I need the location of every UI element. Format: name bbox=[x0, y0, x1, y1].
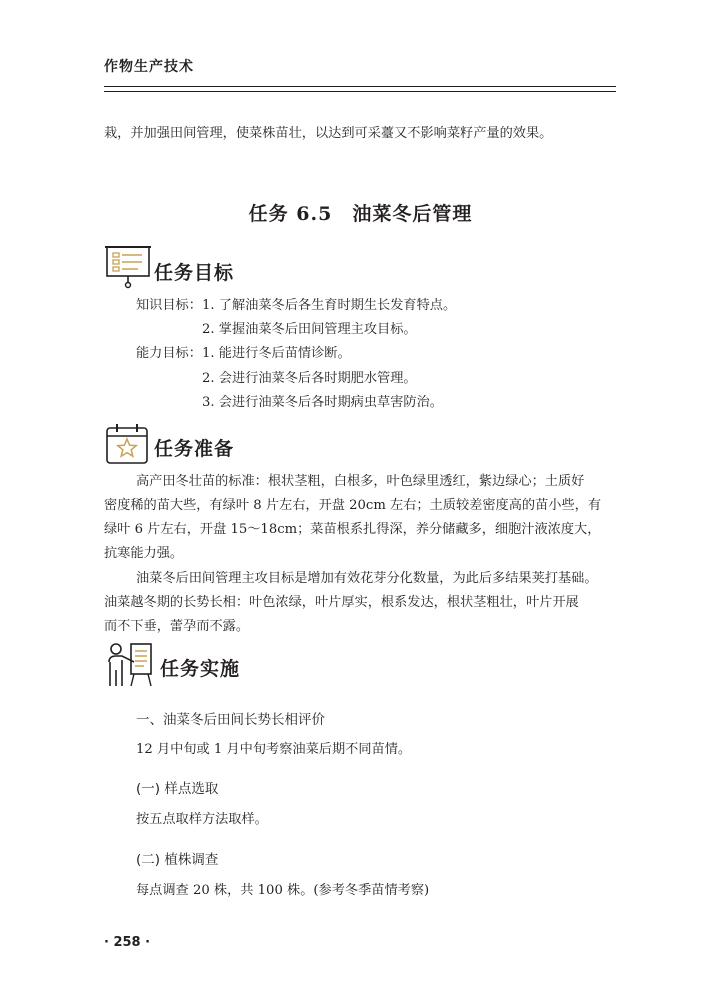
section-heading-prep: 任务准备 bbox=[154, 438, 235, 460]
intro-line: 栽，并加强田间管理，使菜株苗壮，以达到可采薹又不影响菜籽产量的效果。 bbox=[104, 126, 553, 141]
impl-body-line: 12 月中旬或 1 月中旬考察油菜后期不同苗情。 bbox=[136, 742, 412, 757]
header-rule-thin bbox=[104, 91, 616, 92]
section-heading-impl: 任务实施 bbox=[160, 658, 241, 680]
prep-para1-line: 抗寒能力强。 bbox=[104, 546, 184, 561]
prep-para2-line: 而不下垂，蕾孕而不露。 bbox=[104, 619, 250, 634]
ability-goal-label: 能力目标： bbox=[136, 346, 202, 361]
prep-para1-line: 绿叶 6 片左右，开盘 15～18cm；菜苗根系扎得深，养分储藏多，细胞汁液浓度大， bbox=[104, 522, 601, 537]
impl-subheading-2: (一) 样点选取 bbox=[136, 781, 219, 797]
presentation-board-icon bbox=[104, 244, 152, 290]
knowledge-goal-label: 知识目标： bbox=[136, 298, 202, 313]
prep-para1-line: 高产田冬壮苗的标准：根状茎粗，白根多，叶色绿里透红，紫边绿心；土质好 bbox=[136, 474, 585, 489]
prep-para2-line: 油菜冬后田间管理主攻目标是增加有效花芽分化数量，为此后多结果荚打基础。 bbox=[136, 571, 598, 586]
calendar-star-icon bbox=[104, 422, 150, 466]
knowledge-goal-item: 2. 掌握油菜冬后田间管理主攻目标。 bbox=[202, 322, 417, 337]
header-rule-thick bbox=[104, 86, 616, 87]
prep-para1-line: 密度稀的苗大些，有绿叶 8 片左右，开盘 20cm 左右；土质较差密度高的苗小些，有 bbox=[104, 498, 602, 513]
ability-goal-item: 1. 能进行冬后苗情诊断。 bbox=[202, 346, 351, 361]
ability-goal-item: 3. 会进行油菜冬后各时期病虫草害防治。 bbox=[202, 395, 443, 410]
impl-subheading-3: (二) 植株调查 bbox=[136, 852, 219, 868]
page-number: · 258 · bbox=[104, 935, 151, 950]
knowledge-goal-item: 1. 了解油菜冬后各生育时期生长发育特点。 bbox=[202, 298, 457, 313]
impl-body-line: 每点调查 20 株，共 100 株。(参考冬季苗情考察) bbox=[136, 883, 430, 898]
impl-subheading-1: 一、油菜冬后田间长势长相评价 bbox=[136, 712, 325, 728]
teacher-presenting-icon bbox=[104, 640, 154, 690]
ability-goal-item: 2. 会进行油菜冬后各时期肥水管理。 bbox=[202, 371, 417, 386]
running-header: 作物生产技术 bbox=[104, 59, 194, 75]
section-heading-goals: 任务目标 bbox=[154, 262, 235, 284]
task-title: 任务 6.5 油菜冬后管理 bbox=[248, 203, 473, 225]
impl-body-line: 按五点取样方法取样。 bbox=[136, 812, 268, 827]
prep-para2-line: 油菜越冬期的长势长相：叶色浓绿，叶片厚实，根系发达，根状茎粗壮，叶片开展 bbox=[104, 595, 579, 610]
